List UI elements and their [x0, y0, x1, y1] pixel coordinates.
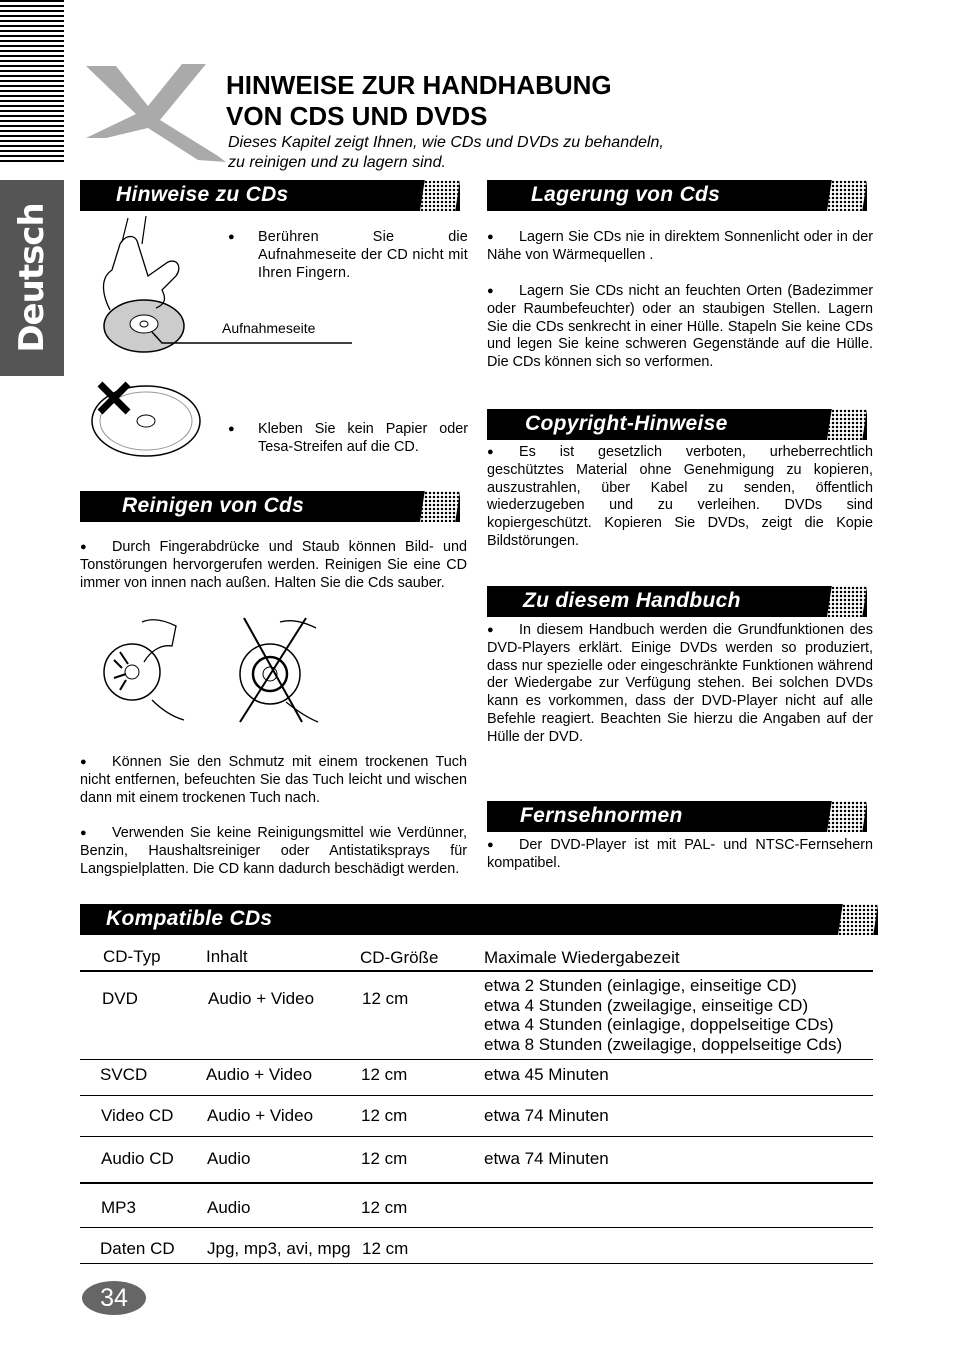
title-line-2: VON CDS UND DVDS [226, 101, 488, 131]
table-row-rule [80, 1227, 873, 1228]
lagerung-paragraph-1 [487, 229, 873, 265]
hinweise-paragraph-2 [228, 421, 468, 457]
bullet-icon [228, 229, 249, 248]
table-cell-typ: DVD [102, 989, 138, 1008]
table-cell-typ: SVCD [100, 1065, 148, 1084]
table-cell-typ: Audio CD [101, 1149, 174, 1168]
section-header-handbuch [487, 586, 867, 617]
zeit-line: etwa 2 Stunden (einlagige, einseitige CD) [484, 976, 797, 995]
table-header-zeit: Maximale Wiedergabezeit [484, 948, 680, 967]
decorative-stripes [0, 0, 64, 162]
section-header-kompatibel [80, 904, 878, 935]
page-subtitle [228, 133, 664, 173]
subtitle-line-1: Dieses Kapitel zeigt Ihnen, wie CDs und DVDs zu behandeln, [228, 134, 664, 151]
cleaning-wrong-illustration [236, 614, 320, 726]
reinigen-paragraph-3 [80, 825, 467, 878]
table-cell-inhalt: Audio [207, 1149, 251, 1168]
table-cell-typ: MP3 [101, 1198, 136, 1217]
table-row-rule [80, 1059, 873, 1060]
bullet-icon [487, 837, 508, 856]
table-header-groesse: CD-Größe [360, 948, 439, 967]
table-cell-typ: Daten CD [100, 1239, 175, 1258]
section-header-reinigen [80, 491, 460, 522]
hinweise-text-2: Kleben Sie kein Papier oder Tesa-Streifen auf die CD. [258, 421, 468, 455]
bullet-icon [80, 754, 101, 773]
table-cell-groesse: 12 cm [361, 1198, 408, 1217]
table-cell-groesse: 12 cm [362, 1239, 409, 1258]
bullet-icon [487, 444, 508, 463]
table-header-typ: CD-Typ [103, 947, 161, 966]
page-title [226, 70, 612, 132]
bullet-icon [487, 283, 508, 302]
bullet-icon [80, 539, 101, 558]
section-title: Zu diesem Handbuch [523, 589, 741, 612]
table-cell-inhalt: Audio + Video [208, 989, 315, 1008]
table-cell-zeit: etwa 45 Minuten [484, 1065, 609, 1084]
fernseh-text-1: Der DVD-Player ist mit PAL- und NTSC-Fernsehern kompatibel. [487, 837, 873, 871]
table-cell-zeit [484, 976, 842, 1054]
table-cell-inhalt: Audio [207, 1198, 251, 1217]
bullet-icon [487, 229, 508, 248]
table-row-rule [80, 1136, 873, 1137]
table-row-rule [80, 1182, 873, 1184]
section-title: Copyright-Hinweise [525, 412, 728, 435]
table-cell-inhalt: Audio + Video [207, 1106, 314, 1125]
section-title: Reinigen von Cds [122, 494, 305, 517]
cleaning-correct-illustration [100, 616, 190, 722]
lagerung-text-2: Lagern Sie CDs nicht an feuchten Orten (Badezimmer oder Raumbefeuchter) oder an staubigen Stellen. Lagern Sie die CDs senkrecht in einer Hülle. Stapeln Sie keine CDs und legen Sie keine schweren Gegenstände auf die Hülle. Die CDs können sich so verformen. [487, 283, 873, 371]
section-title: Kompatible CDs [106, 907, 273, 930]
reinigen-text-2: Können Sie den Schmutz mit einem trockenen Tuch nicht entfernen, befeuchten Sie das Tuch leicht und wischen dann mit einem trockenen Tuch nach. [80, 754, 467, 806]
hinweise-paragraph-1 [228, 229, 468, 282]
table-cell-zeit: etwa 74 Minuten [484, 1149, 609, 1168]
fernseh-paragraph-1 [487, 837, 873, 873]
table-cell-groesse: 12 cm [361, 1106, 408, 1125]
section-header-lagerung [487, 180, 867, 211]
section-header-fernseh [487, 801, 867, 832]
language-tab-label: Deutsch [12, 203, 52, 353]
table-cell-inhalt: Audio + Video [206, 1065, 313, 1084]
subtitle-line-2: zu reinigen und zu lagern sind. [228, 154, 446, 171]
handbuch-paragraph-1 [487, 622, 873, 747]
reinigen-text-1: Durch Fingerabdrücke und Staub können Bild- und Tonstörungen hervorgerufen werden. Reinigen Sie eine CD immer von innen nach außen. Halten Sie die Cds sauber. [80, 539, 467, 591]
table-cell-typ: Video CD [101, 1106, 174, 1125]
handbuch-text-1: In diesem Handbuch werden die Grundfunktionen des DVD-Players erklärt. Einige DVDs werden so produziert, dass nur spezielle oder eingeschränkte Funktionen während der Wiedergabe zur Verfügung stehen. Bei solchen DVDs kann es vorkommen, dass der DVD-Player nicht auf alle Befehle reagiert. Beachten Sie hierzu die Angaben auf der Hülle der DVD. [487, 622, 873, 745]
section-header-hinweise [80, 180, 460, 211]
section-header-copyright [487, 409, 867, 440]
section-title: Fernsehnormen [520, 804, 683, 827]
zeit-line: etwa 8 Stunden (zweilagige, doppelseitige Cds) [484, 1034, 843, 1054]
copyright-text-1: Es ist gesetzlich verboten, urheberrechtlich geschütztes Material ohne Genehmigung zu kopieren, auszustrahlen, über Kabel zu senden, öffentlich wiederzugeben und zu verleihen. DVDs sind kopiergeschützt. Kopieren Sie DVDs, zeigt die Kopie Bildstörungen. [487, 444, 873, 549]
lagerung-paragraph-2 [487, 283, 873, 372]
section-title: Hinweise zu CDs [116, 183, 289, 206]
section-title: Lagerung von Cds [531, 183, 721, 206]
x-logo-icon [78, 58, 228, 168]
table-cell-inhalt: Jpg, mp3, avi, mpg [207, 1239, 351, 1258]
table-row-rule [80, 1095, 873, 1096]
reinigen-text-3: Verwenden Sie keine Reinigungsmittel wie Verdünner, Benzin, Haushaltsreiniger oder Antistatiksprays für Langspielplatten. Die CD kann dadurch beschädigt werden. [80, 825, 467, 877]
table-header-rule [80, 970, 873, 972]
bullet-icon [487, 622, 508, 641]
table-cell-zeit: etwa 74 Minuten [484, 1106, 609, 1125]
copyright-paragraph-1 [487, 444, 873, 551]
language-tab [0, 180, 64, 376]
hinweise-text-1: Berühren Sie die Aufnahmeseite der CD nicht mit Ihren Fingern. [258, 229, 468, 281]
table-cell-groesse: 12 cm [361, 1065, 408, 1084]
table-cell-groesse: 12 cm [361, 1149, 408, 1168]
cd-with-cross-illustration [88, 376, 204, 458]
zeit-line: etwa 4 Stunden (einlagige, doppelseitige CDs) [484, 1015, 834, 1034]
table-header-inhalt: Inhalt [206, 947, 248, 966]
title-line-1: HINWEISE ZUR HANDHABUNG [226, 70, 612, 100]
zeit-line: etwa 4 Stunden (zweilagige, einseitige CD) [484, 995, 809, 1015]
reinigen-paragraph-1 [80, 539, 467, 592]
lagerung-text-1: Lagern Sie CDs nie in direktem Sonnenlicht oder in der Nähe von Wärmequellen . [487, 229, 873, 263]
aufnahmeseite-label: Aufnahmeseite [222, 320, 316, 336]
bullet-icon [228, 421, 249, 440]
bullet-icon [80, 825, 101, 844]
table-cell-groesse: 12 cm [362, 989, 409, 1008]
page-number: 34 [82, 1281, 146, 1315]
table-row-rule [80, 1263, 873, 1264]
reinigen-paragraph-2 [80, 754, 467, 807]
